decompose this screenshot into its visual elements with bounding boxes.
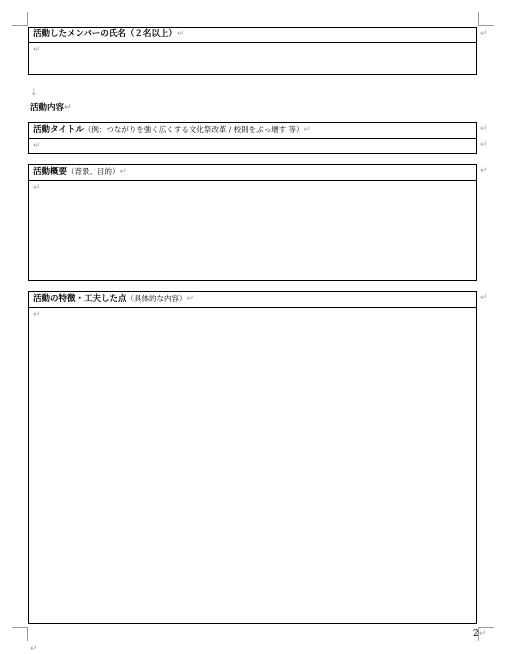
paragraph-mark: ↵ — [303, 125, 312, 135]
overview-title: 活動概要 — [33, 167, 68, 177]
overview-header — [29, 165, 476, 181]
crop-mark-top-right — [478, 25, 494, 26]
paragraph-mark: ↵ — [478, 629, 487, 639]
activity-title-header — [29, 123, 476, 139]
crop-mark-bottom-right — [478, 627, 494, 628]
crop-mark-top-left — [27, 12, 28, 26]
activity-title-note: （例：つながりを強く広くする文化祭改革 / 校則をぶっ壊す 等） — [83, 125, 304, 134]
paragraph-mark: ↵ — [64, 103, 72, 113]
features-title: 活動の特徴・工夫した点 — [33, 294, 127, 304]
paragraph-mark: ↵ — [480, 293, 488, 303]
paragraph-mark: ↵ — [480, 140, 488, 150]
page-number-text: 2 — [473, 629, 479, 639]
crop-mark-top-right — [478, 12, 479, 26]
crop-mark-bottom-left — [27, 627, 28, 641]
members-table — [28, 27, 477, 75]
members-header — [29, 28, 476, 43]
page-number — [473, 629, 486, 639]
crop-mark-top-left — [12, 25, 28, 26]
features-note: （具体的な内容） — [126, 294, 187, 303]
activity-heading-text: 活動内容 — [30, 103, 65, 113]
line-break-mark: ↓ — [30, 88, 38, 98]
paragraph-mark[interactable]: ↵ — [33, 45, 41, 55]
crop-mark-bottom-left — [12, 627, 28, 628]
features-header — [29, 292, 476, 308]
overview-note: （背景、目的） — [67, 167, 120, 176]
paragraph-mark: ↵ — [480, 166, 488, 176]
paragraph-mark[interactable]: ↵ — [33, 141, 41, 151]
paragraph-mark[interactable]: ↵ — [33, 183, 41, 193]
features-table — [28, 291, 477, 624]
paragraph-mark[interactable]: ↵ — [33, 310, 41, 320]
paragraph-mark: ↵ — [30, 644, 38, 654]
activity-title-table — [28, 122, 477, 154]
overview-table — [28, 164, 477, 281]
activity-title-label: 活動タイトル — [33, 125, 84, 135]
paragraph-mark: ↵ — [119, 167, 128, 177]
paragraph-mark: ↵ — [480, 124, 488, 134]
paragraph-mark: ↵ — [186, 294, 195, 304]
members-title: 活動したメンバーの氏名（２名以上） — [33, 29, 177, 39]
activity-heading — [30, 103, 72, 113]
paragraph-mark: ↵ — [176, 29, 185, 39]
paragraph-mark: ↵ — [480, 29, 488, 39]
